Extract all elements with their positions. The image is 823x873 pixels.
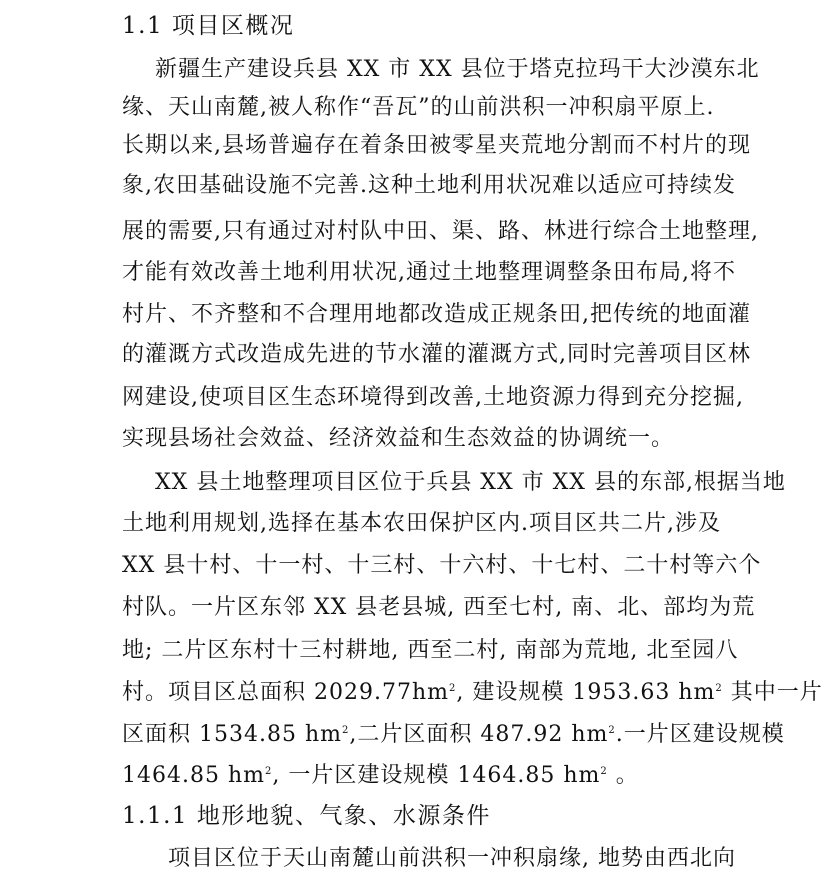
paragraph-line: 地; 二片区东村十三村耕地, 西至二村, 南部为荒地, 北至园八 — [122, 638, 739, 663]
text-segment: 。 — [607, 763, 639, 788]
paragraph-line: XX 县十村、十一村、十三村、十六村、十七村、二十村等六个 — [122, 553, 762, 578]
paragraph-line: XX 县土地整理项目区位于兵县 XX 市 XX 县的东部,根据当地 — [155, 470, 786, 495]
text-segment: 其中一片 — [722, 680, 823, 705]
text-segment: 村。项目区总面积 2029.77hm — [122, 680, 449, 705]
paragraph-line: 网建设,使项目区生态环境得到改善,土地资源力得到充分挖掘, — [122, 385, 744, 410]
text-segment: 1464.85 hm — [122, 763, 265, 788]
paragraph-line: 才能有效改善土地利用状况,通过土地整理调整条田布局,将不 — [122, 260, 736, 285]
paragraph-line: 村队。一片区东邻 XX 县老县城, 西至七村, 南、北、部均为荒 — [122, 595, 756, 620]
paragraph-line-construction-scale — [122, 762, 639, 790]
paragraph-line: 项目区位于天山南麓山前洪积一冲积扇缘, 地势由西北向 — [168, 846, 736, 871]
superscript: 2 — [265, 766, 273, 777]
text-segment: 区面积 1534.85 hm — [122, 722, 342, 747]
paragraph-line: 展的需要,只有通过对村队中田、渠、路、林进行综合土地整理, — [122, 219, 759, 244]
superscript: 2 — [449, 683, 457, 694]
paragraph-line-area-total — [122, 679, 823, 707]
text-segment: , 一片区建设规模 1464.85 hm — [272, 763, 601, 788]
text-segment: .一片区建设规模 — [615, 722, 785, 747]
text-segment: , 建设规模 1953.63 hm — [456, 680, 716, 705]
paragraph-line: 象,农田基础设施不完善.这种土地利用状况难以适应可持续发 — [122, 173, 736, 198]
section-heading-1-1: 1.1 项目区概况 — [122, 13, 295, 39]
section-heading-1-1-1: 1.1.1 地形地貌、气象、水源条件 — [122, 803, 491, 829]
paragraph-line: 缘、天山南麓,被人称作“吾瓦”的山前洪积一冲积扇平原上. — [122, 95, 715, 120]
paragraph-line: 长期以来,县场普遍存在着条田被零星夹荒地分割而不村片的现 — [122, 133, 751, 158]
paragraph-line: 土地利用规划,选择在基本农田保护区内.项目区共二片,涉及 — [122, 511, 721, 536]
paragraph-line: 实现县场社会效益、经济效益和生态效益的协调统一。 — [122, 426, 675, 451]
text-segment: ,二片区面积 487.92 hm — [349, 722, 609, 747]
superscript: 2 — [608, 725, 616, 736]
paragraph-line: 新疆生产建设兵县 XX 市 XX 县位于塔克拉玛干大沙漠东北 — [155, 57, 760, 82]
superscript: 2 — [715, 683, 723, 694]
paragraph-line-area-parts — [122, 721, 785, 749]
superscript: 2 — [342, 725, 350, 736]
paragraph-line: 村片、不齐整和不合理用地都改造成正规条田,把传统的地面灌 — [122, 302, 751, 327]
superscript: 2 — [600, 766, 608, 777]
paragraph-line: 的灌溉方式改造成先进的节水灌的灌溉方式,同时完善项目区林 — [122, 342, 751, 367]
